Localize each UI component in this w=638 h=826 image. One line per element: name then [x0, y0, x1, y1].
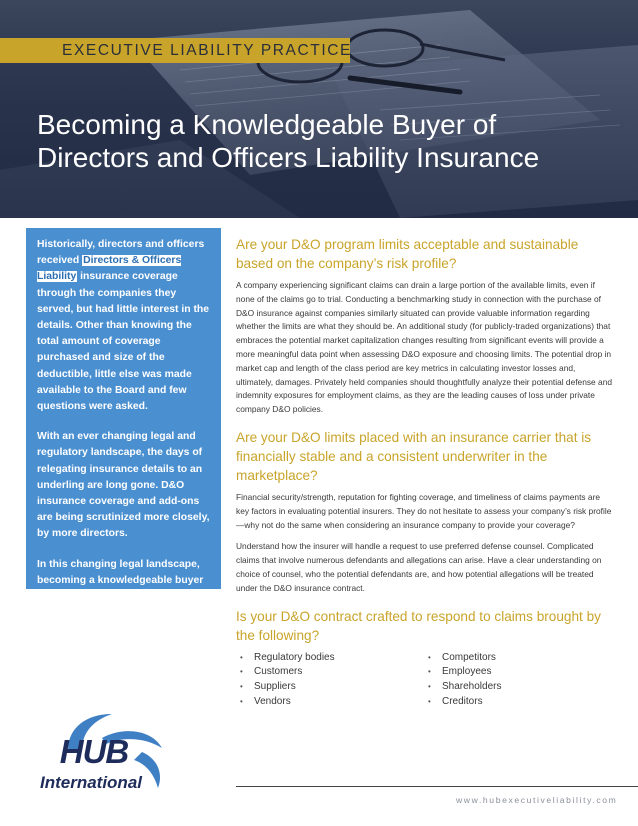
hub-international-logo	[24, 700, 174, 800]
highlighted-term: Directors & Officers Liability	[37, 255, 182, 283]
list-item: • Customers	[236, 665, 424, 680]
claimant-list-left	[236, 651, 424, 710]
question-heading-3: Is your D&O contract crafted to respond to claims brought by the following?	[236, 608, 601, 643]
list-item: • Employees	[424, 665, 612, 680]
intro-sidebar	[26, 228, 221, 603]
sidebar-p1-start: Historically, directors and officers received	[37, 239, 205, 267]
list-item: • Shareholders	[424, 680, 612, 695]
claimant-lists	[236, 651, 612, 710]
hero-banner	[0, 0, 638, 218]
list-item: • Regulatory bodies	[236, 651, 424, 666]
list-item: • Creditors	[424, 695, 612, 710]
main-content	[236, 235, 612, 710]
sidebar-paragraph-1	[37, 237, 211, 415]
logo-hub-word: HUB	[59, 733, 129, 770]
website-url: www.hubexecutiveliability.com	[456, 795, 618, 805]
title-line-2: Directors and Officers Liability Insurance	[37, 142, 540, 173]
question-heading-2: Are your D&O limits placed with an insurance carrier that is financially stable and a consistent underwriter in the marketplace?	[236, 429, 592, 483]
title-line-1: Becoming a Knowledgeable Buyer of	[37, 109, 497, 140]
practice-label: EXECUTIVE LIABILITY PRACTICE	[62, 42, 352, 59]
section-2-paragraph-1: Financial security/strength, reputation for fighting coverage, and timeliness of claims payments are key factors in evaluating potential insurers. They do not hesitate to assess your company’s risk profile—why not do the same when considering an insurance company to provide your coverage?	[236, 491, 612, 530]
sidebar-p1-end: insurance coverage through the companies they served, but had little interest in the details. Other than knowing the total amount of coverage purchased and size of the deductible, little else was made available to the Board and few questions were asked.	[37, 271, 210, 413]
section-2-paragraph-2: Understand how the insurer will handle a request to use preferred defense counsel. Complicated claims that involve numerous defendants and allegations can arise. Have a clear understanding on choice of counsel, who the potential defendants are, and how potential allegations will be treated under the D&O insurance contract.	[236, 541, 602, 593]
footer-divider	[236, 786, 638, 787]
list-item: • Vendors	[236, 695, 424, 710]
list-item: • Competitors	[424, 651, 612, 666]
claimant-list-right	[424, 651, 612, 710]
sidebar-paragraph-2: With an ever changing legal and regulatory landscape, the days of relegating insurance details to an underling are long gone. D&O insurance coverage and add-ons are being scrutinized more closely, by more directors.	[37, 431, 210, 540]
sidebar-paragraph-3: In this changing legal landscape, becoming a knowledgeable buyer of D&O insurance is crucial.	[37, 558, 204, 603]
question-heading-1: Are your D&O program limits acceptable and sustainable based on the company’s risk profile?	[236, 237, 579, 271]
list-item: • Suppliers	[236, 680, 424, 695]
section-1-paragraph: A company experiencing significant claims can drain a large portion of the available limits, even if none of the claims go to trial. Conducting a benchmarking study in connection with the purchase of D&O insurance against companies similarly situated can provide valuable information regarding whether the limits are what they should be. An additional study (for publicly-traded organizations) that embraces the potential market capitalization changes resulting from significant events will provide a more meaningful data point when assessing D&O exposure and choosing limits. The potential drop in market cap and length of the class period are key metrics in calculating investor losses and, ultimately, damages. Privately held companies should thoughtfully analyze their potential defense and indemnity exposures for employment claims, as they are the leading causes of loss under private company D&O policies.	[236, 280, 613, 415]
page-title	[37, 108, 627, 174]
logo-international-word: International	[39, 773, 143, 792]
